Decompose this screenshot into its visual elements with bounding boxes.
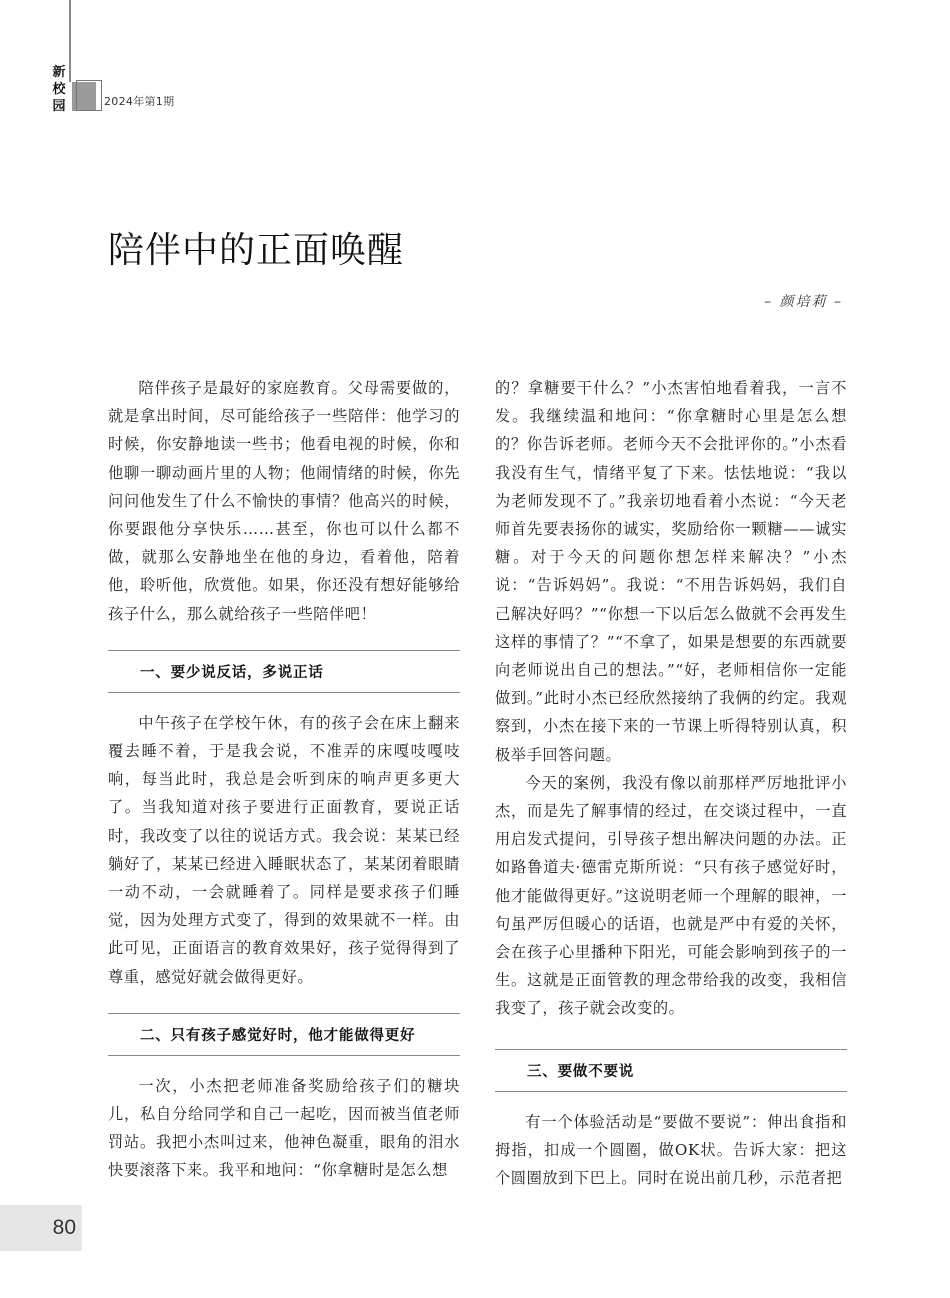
continued-paragraph: 的？拿糖要干什么？”小杰害怕地看着我，一言不发。我继续温和地问：“你拿糖时心里是怎么想的？你告诉老师。老师今天不会批评你的。”小杰看我没有生气，情绪平复了下来。怯怯地说：“我以为老师发现不了。”我亲切地看着小杰说：“今天老师首先要表扬你的诚实，奖励给你一颗糖——诚实糖。对于今天的问题你想怎样来解决？”小杰说：“告诉妈妈”。我说：“不用告诉妈妈，我们自己解决好吗？”“你想一下以后怎么做就不会再发生这样的事情了？”“不拿了，如果是想要的东西就要向老师说出自己的想法。”“好，老师相信你一定能做到。”此时小杰已经欣然接纳了我俩的约定。我观察到，小杰在接下来的一节课上听得特别认真，积极举手回答问题。 — [495, 379, 847, 764]
article-title: 陪伴中的正面唤醒 — [108, 230, 405, 271]
section3-paragraph: 有一个体验活动是“要做不要说”：伸出食指和拇指，扣成一个圆圈，做OK状。告诉大家：把这个圆圈放到下巴上。同时在说出前几秒，示范者把 — [495, 1112, 847, 1188]
left-column — [108, 374, 460, 1185]
section-heading-3: 三、要做不要说 — [495, 1049, 847, 1092]
section-heading-1: 一、要少说反话，多说正话 — [108, 650, 460, 693]
issue-label: 2024年第1期 — [104, 95, 175, 108]
section2-paragraph: 一次，小杰把老师准备奖励给孩子们的糖块儿，私自分给同学和自己一起吃，因而被当值老师罚站。我把小杰叫过来，他神色凝重，眼角的泪水快要滚落下来。我平和地问：“你拿糖时是怎么想 — [108, 1076, 460, 1180]
page-number: 80 — [52, 1216, 76, 1239]
article-author: – 颜培莉 – — [764, 294, 843, 310]
intro-paragraph: 陪伴孩子是最好的家庭教育。父母需要做的，就是拿出时间，尽可能给孩子一些陪伴：他学习的时候，你安静地读一些书；他看电视的时候，你和他聊一聊动画片里的人物；他闹情绪的时候，你先问问他发生了什么不愉快的事情？他高兴的时候，你要跟他分享快乐……甚至，你也可以什么都不做，就那么安静地坐在他的身边，看着他，陪着他，聆听他，欣赏他。如果，你还没有想好能够给孩子什么，那么就给孩子一些陪伴吧！ — [108, 379, 460, 623]
magazine-name: 新校园 — [52, 65, 66, 114]
section-heading-2: 二、只有孩子感觉好时，他才能做得更好 — [108, 1013, 460, 1056]
page-number-box — [0, 1205, 82, 1251]
header-vertical-rule — [69, 0, 71, 82]
section1-paragraph: 中午孩子在学校午休，有的孩子会在床上翻来覆去睡不着，于是我会说，不准弄的床嘎吱嘎吱响，每当此时，我总是会听到床的响声更多更大了。当我知道对孩子要进行正面教育，要说正话时，我改变了以往的说话方式。我会说：某某已经躺好了，某某已经进入睡眠状态了，某某闭着眼睛一动不动，一会就睡着了。同样是要求孩子们睡觉，因为处理方式变了，得到的效果就不一样。由此可见，正面语言的教育效果好，孩子觉得得到了尊重，感觉好就会做得更好。 — [108, 713, 460, 986]
reflection-paragraph: 今天的案例，我没有像以前那样严厉地批评小杰，而是先了解事情的经过，在交谈过程中，一直用启发式提问，引导孩子想出解决问题的办法。正如路鲁道夫·德雷克斯所说：“只有孩子感觉好时，他才能做得更好。”这说明老师一个理解的眼神，一句虽严厉但暖心的话语，也就是严中有爱的关怀，会在孩子心里播种下阳光，可能会影响到孩子的一生。这就是正面管教的理念带给我的改变，我相信我变了，孩子就会改变的。 — [495, 773, 847, 1018]
right-column — [495, 374, 847, 1192]
header-decor-outline — [76, 80, 102, 111]
